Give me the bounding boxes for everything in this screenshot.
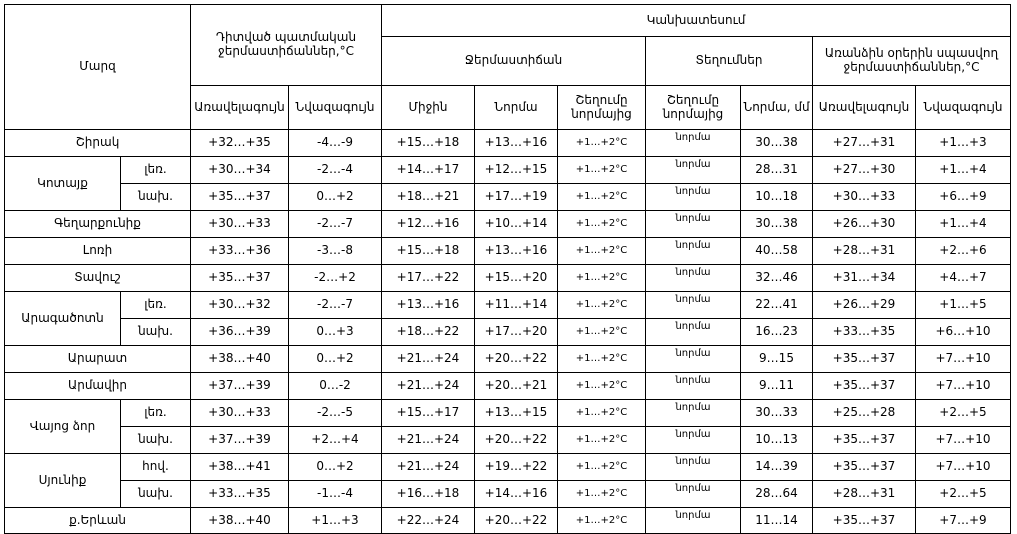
norm-temp: +13…+15 bbox=[475, 400, 558, 427]
precip-deviation: նորմա bbox=[646, 292, 741, 319]
daytime-max: +31…+34 bbox=[813, 265, 916, 292]
mean-temp: +15…+18 bbox=[382, 130, 475, 157]
daytime-max: +26…+29 bbox=[813, 292, 916, 319]
zone-label: հով. bbox=[121, 454, 191, 481]
daytime-min: +1…+4 bbox=[916, 211, 1011, 238]
zone-label: նախ. bbox=[121, 319, 191, 346]
temp-deviation: +1…+2°C bbox=[558, 130, 646, 157]
daytime-min: +7…+10 bbox=[916, 427, 1011, 454]
mean-temp: +15…+17 bbox=[382, 400, 475, 427]
precip-deviation: նորմա bbox=[646, 265, 741, 292]
norm-temp: +13…+16 bbox=[475, 238, 558, 265]
daytime-temps-header: Առանձին օրերին սպասվող ջերմաստիճաններ,°C bbox=[813, 37, 1011, 86]
region-name: Արմավիր bbox=[5, 373, 191, 400]
daytime-min: +6…+9 bbox=[916, 184, 1011, 211]
table-row bbox=[5, 373, 1011, 400]
region-name: Արագածոտն bbox=[5, 292, 121, 346]
daytime-max: +33…+35 bbox=[813, 319, 916, 346]
temp-deviation: +1…+2°C bbox=[558, 265, 646, 292]
daytime-max: +35…+37 bbox=[813, 346, 916, 373]
mean-temp: +18…+22 bbox=[382, 319, 475, 346]
observed-max: +35…+37 bbox=[191, 184, 289, 211]
observed-max: +35…+37 bbox=[191, 265, 289, 292]
mean-header: Միջին bbox=[382, 86, 475, 130]
daytime-min: +4…+7 bbox=[916, 265, 1011, 292]
precip-deviation: նորմա bbox=[646, 319, 741, 346]
daytime-max-header: Առավելագույն bbox=[813, 86, 916, 130]
precip-norm: 22…41 bbox=[741, 292, 813, 319]
mean-temp: +12…+16 bbox=[382, 211, 475, 238]
observed-max: +32…+35 bbox=[191, 130, 289, 157]
precip-deviation: նորմա bbox=[646, 157, 741, 184]
observed-min-header: Նվազագույն bbox=[289, 86, 382, 130]
temp-deviation: +1…+2°C bbox=[558, 292, 646, 319]
observed-header: Դիտված պատմական ջերմաստիճաններ,°C bbox=[191, 5, 382, 86]
precip-norm: 10…13 bbox=[741, 427, 813, 454]
climate-forecast-table bbox=[4, 4, 1011, 534]
temp-deviation: +1…+2°C bbox=[558, 373, 646, 400]
table-row bbox=[5, 454, 1011, 481]
observed-min: 0…+2 bbox=[289, 346, 382, 373]
precip-deviation: նորմա bbox=[646, 400, 741, 427]
precip-deviation: նորմա bbox=[646, 508, 741, 534]
precip-deviation: նորմա bbox=[646, 373, 741, 400]
daytime-min: +7…+10 bbox=[916, 454, 1011, 481]
observed-min: -1…-4 bbox=[289, 481, 382, 508]
daytime-max: +35…+37 bbox=[813, 508, 916, 534]
region-name: ք.Երևան bbox=[5, 508, 191, 534]
observed-max: +38…+41 bbox=[191, 454, 289, 481]
precip-deviation: նորմա bbox=[646, 184, 741, 211]
norm-temp: +17…+19 bbox=[475, 184, 558, 211]
temp-deviation: +1…+2°C bbox=[558, 481, 646, 508]
table-row bbox=[5, 427, 1011, 454]
daytime-max: +28…+31 bbox=[813, 481, 916, 508]
precip-norm: 32…46 bbox=[741, 265, 813, 292]
mean-temp: +22…+24 bbox=[382, 508, 475, 534]
daytime-min: +1…+3 bbox=[916, 130, 1011, 157]
daytime-min: +1…+5 bbox=[916, 292, 1011, 319]
observed-min: 0…+2 bbox=[289, 184, 382, 211]
table-row bbox=[5, 211, 1011, 238]
norm-temp: +10…+14 bbox=[475, 211, 558, 238]
daytime-max: +28…+31 bbox=[813, 238, 916, 265]
norm-temp: +14…+16 bbox=[475, 481, 558, 508]
daytime-max: +27…+30 bbox=[813, 157, 916, 184]
precip-norm: 9…15 bbox=[741, 346, 813, 373]
mean-temp: +21…+24 bbox=[382, 427, 475, 454]
temp-deviation: +1…+2°C bbox=[558, 346, 646, 373]
norm-temp: +20…+22 bbox=[475, 427, 558, 454]
observed-min: 0…-2 bbox=[289, 373, 382, 400]
precip-norm: 28…64 bbox=[741, 481, 813, 508]
temp-deviation: +1…+2°C bbox=[558, 400, 646, 427]
precip-norm: 28…31 bbox=[741, 157, 813, 184]
table-row bbox=[5, 130, 1011, 157]
precip-deviation: նորմա bbox=[646, 481, 741, 508]
climate-table-wrapper bbox=[4, 4, 1011, 534]
observed-min: +2…+4 bbox=[289, 427, 382, 454]
precip-deviation: նորմա bbox=[646, 427, 741, 454]
mean-temp: +15…+18 bbox=[382, 238, 475, 265]
observed-max: +30…+34 bbox=[191, 157, 289, 184]
norm-temp: +11…+14 bbox=[475, 292, 558, 319]
observed-min: -2…-4 bbox=[289, 157, 382, 184]
observed-min: +1…+3 bbox=[289, 508, 382, 534]
precip-norm: 9…11 bbox=[741, 373, 813, 400]
norm-temp: +19…+22 bbox=[475, 454, 558, 481]
zone-label: նախ. bbox=[121, 184, 191, 211]
precip-deviation: նորմա bbox=[646, 130, 741, 157]
precip-norm: 16…23 bbox=[741, 319, 813, 346]
observed-max: +33…+35 bbox=[191, 481, 289, 508]
precip-norm-header: Նորմա, մմ bbox=[741, 86, 813, 130]
daytime-max: +35…+37 bbox=[813, 373, 916, 400]
daytime-min: +7…+9 bbox=[916, 508, 1011, 534]
daytime-max: +30…+33 bbox=[813, 184, 916, 211]
observed-min: 0…+2 bbox=[289, 454, 382, 481]
norm-temp: +20…+22 bbox=[475, 508, 558, 534]
precip-norm: 10…18 bbox=[741, 184, 813, 211]
zone-label: նախ. bbox=[121, 427, 191, 454]
observed-min: 0…+3 bbox=[289, 319, 382, 346]
mean-temp: +21…+24 bbox=[382, 346, 475, 373]
zone-label: լեռ. bbox=[121, 157, 191, 184]
mean-temp: +17…+22 bbox=[382, 265, 475, 292]
precip-deviation: նորմա bbox=[646, 454, 741, 481]
table-row bbox=[5, 184, 1011, 211]
observed-max: +30…+32 bbox=[191, 292, 289, 319]
daytime-min: +7…+10 bbox=[916, 346, 1011, 373]
region-name: Շիրակ bbox=[5, 130, 191, 157]
observed-max-header: Առավելագույն bbox=[191, 86, 289, 130]
mean-temp: +13…+16 bbox=[382, 292, 475, 319]
observed-max: +37…+39 bbox=[191, 373, 289, 400]
precip-deviation-header: Շեղումը նորմայից bbox=[646, 86, 741, 130]
daytime-min: +6…+10 bbox=[916, 319, 1011, 346]
precip-norm: 30…33 bbox=[741, 400, 813, 427]
table-row bbox=[5, 238, 1011, 265]
region-name: Տավուշ bbox=[5, 265, 191, 292]
daytime-max: +35…+37 bbox=[813, 427, 916, 454]
region-name: Կոտայք bbox=[5, 157, 121, 211]
temp-deviation: +1…+2°C bbox=[558, 427, 646, 454]
norm-temp: +12…+15 bbox=[475, 157, 558, 184]
mean-temp: +14…+17 bbox=[382, 157, 475, 184]
daytime-max: +27…+31 bbox=[813, 130, 916, 157]
observed-max: +38…+40 bbox=[191, 346, 289, 373]
precip-deviation: նորմա bbox=[646, 211, 741, 238]
region-name: Սյունիք bbox=[5, 454, 121, 508]
daytime-max: +26…+30 bbox=[813, 211, 916, 238]
observed-max: +30…+33 bbox=[191, 211, 289, 238]
temp-deviation: +1…+2°C bbox=[558, 238, 646, 265]
norm-temp: +20…+21 bbox=[475, 373, 558, 400]
observed-min: -3…-8 bbox=[289, 238, 382, 265]
zone-label: լեռ. bbox=[121, 400, 191, 427]
precip-norm: 30…38 bbox=[741, 211, 813, 238]
daytime-min: +1…+4 bbox=[916, 157, 1011, 184]
mean-temp: +16…+18 bbox=[382, 481, 475, 508]
header-row-1 bbox=[5, 5, 1011, 37]
observed-max: +30…+33 bbox=[191, 400, 289, 427]
daytime-min: +2…+5 bbox=[916, 481, 1011, 508]
region-name: Լոռի bbox=[5, 238, 191, 265]
zone-label: նախ. bbox=[121, 481, 191, 508]
mean-temp: +21…+24 bbox=[382, 454, 475, 481]
table-row bbox=[5, 508, 1011, 534]
observed-min: -2…-7 bbox=[289, 211, 382, 238]
temp-deviation: +1…+2°C bbox=[558, 508, 646, 534]
precip-norm: 30…38 bbox=[741, 130, 813, 157]
deviation-header: Շեղումը նորմայից bbox=[558, 86, 646, 130]
precip-deviation: նորմա bbox=[646, 238, 741, 265]
forecast-header: Կանխատեսում bbox=[382, 5, 1011, 37]
daytime-min: +2…+5 bbox=[916, 400, 1011, 427]
norm-temp: +13…+16 bbox=[475, 130, 558, 157]
observed-max: +33…+36 bbox=[191, 238, 289, 265]
table-row bbox=[5, 157, 1011, 184]
observed-min: -4…-9 bbox=[289, 130, 382, 157]
norm-temp: +15…+20 bbox=[475, 265, 558, 292]
temp-deviation: +1…+2°C bbox=[558, 157, 646, 184]
precip-norm: 14…39 bbox=[741, 454, 813, 481]
temp-deviation: +1…+2°C bbox=[558, 454, 646, 481]
region-name: Վայոց ձոր bbox=[5, 400, 121, 454]
observed-min: -2…+2 bbox=[289, 265, 382, 292]
norm-header: Նորմա bbox=[475, 86, 558, 130]
table-row bbox=[5, 481, 1011, 508]
daytime-max: +35…+37 bbox=[813, 454, 916, 481]
daytime-min: +2…+6 bbox=[916, 238, 1011, 265]
precip-deviation: նորմա bbox=[646, 346, 741, 373]
precip-norm: 40…58 bbox=[741, 238, 813, 265]
norm-temp: +20…+22 bbox=[475, 346, 558, 373]
observed-max: +37…+39 bbox=[191, 427, 289, 454]
observed-min: -2…-7 bbox=[289, 292, 382, 319]
region-header: Մարզ bbox=[5, 5, 191, 130]
table-row bbox=[5, 346, 1011, 373]
mean-temp: +18…+21 bbox=[382, 184, 475, 211]
region-name: Արարատ bbox=[5, 346, 191, 373]
zone-label: լեռ. bbox=[121, 292, 191, 319]
observed-max: +36…+39 bbox=[191, 319, 289, 346]
table-row bbox=[5, 292, 1011, 319]
observed-max: +38…+40 bbox=[191, 508, 289, 534]
table-row bbox=[5, 400, 1011, 427]
precip-norm: 11…14 bbox=[741, 508, 813, 534]
region-name: Գեղարքունիք bbox=[5, 211, 191, 238]
daytime-min-header: Նվազագույն bbox=[916, 86, 1011, 130]
observed-min: -2…-5 bbox=[289, 400, 382, 427]
table-row bbox=[5, 265, 1011, 292]
temp-deviation: +1…+2°C bbox=[558, 319, 646, 346]
daytime-max: +25…+28 bbox=[813, 400, 916, 427]
norm-temp: +17…+20 bbox=[475, 319, 558, 346]
daytime-min: +7…+10 bbox=[916, 373, 1011, 400]
table-row bbox=[5, 319, 1011, 346]
temp-deviation: +1…+2°C bbox=[558, 184, 646, 211]
temperature-header: Ջերմաստիճան bbox=[382, 37, 646, 86]
temp-deviation: +1…+2°C bbox=[558, 211, 646, 238]
mean-temp: +21…+24 bbox=[382, 373, 475, 400]
precipitation-header: Տեղումներ bbox=[646, 37, 813, 86]
